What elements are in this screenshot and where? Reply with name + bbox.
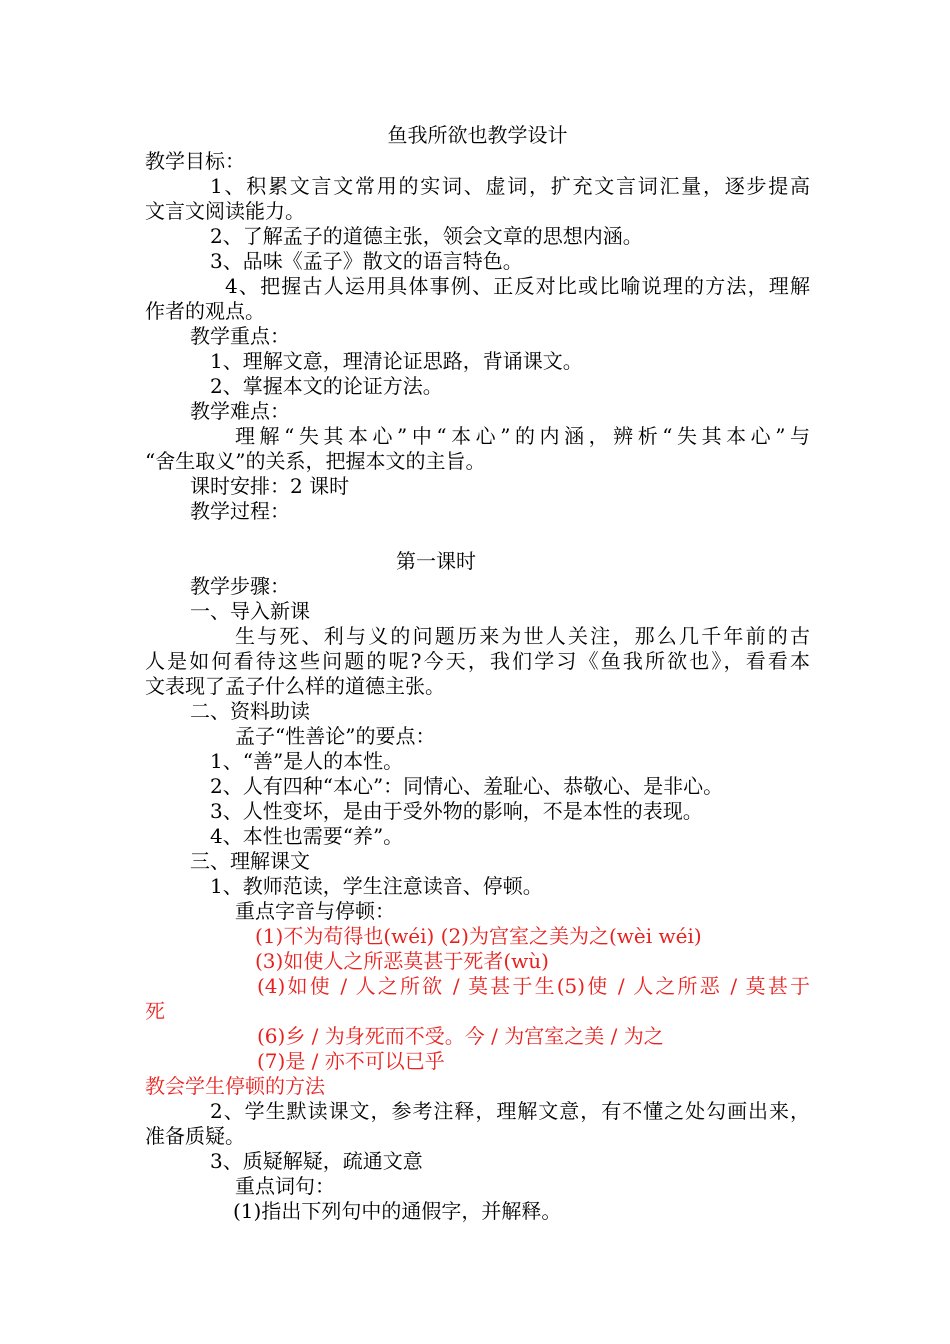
- step-3-item-2-line-2: 准备质疑。: [145, 1124, 245, 1148]
- step-2-intro: 孟子“性善论”的要点：: [235, 724, 436, 748]
- objective-1-line-2: 文言文阅读能力。: [145, 199, 305, 223]
- difficulty-line-1: 理解“失其本心”中“本心”的内涵，辨析“失其本心”与: [235, 424, 810, 448]
- document-title: 鱼我所欲也教学设计: [387, 123, 568, 147]
- step-1-line-2: 人是如何看待这些问题的呢?今天，我们学习《鱼我所欲也》，看看本: [145, 649, 810, 673]
- objectives-heading: 教学目标：: [145, 149, 245, 173]
- key-point-1: 1、理解文意，理清论证思路，背诵课文。: [210, 349, 583, 373]
- step-3-item-3-sub: 重点词句：: [235, 1174, 335, 1198]
- steps-heading: 教学步骤：: [190, 574, 290, 598]
- objective-3: 3、品味《孟子》散文的语言特色。: [210, 249, 523, 273]
- step-2-point-1: 1、“善”是人的本性。: [210, 749, 404, 773]
- step-1-line-1: 生与死、利与义的问题历来为世人关注，那么几千年前的古: [235, 624, 810, 648]
- step-3-question-1: (1)指出下列句中的通假字，并解释。: [233, 1199, 562, 1223]
- step-2-point-2: 2、人有四种“本心”：同情心、羞耻心、恭敬心、是非心。: [210, 774, 724, 798]
- step-2-heading: 二、资料助读: [190, 699, 310, 723]
- pause-note-3: (7)是 / 亦不可以已乎: [257, 1049, 445, 1073]
- lesson-heading: 第一课时: [396, 549, 476, 573]
- pause-note-2: (6)乡 / 为身死而不受。今 / 为宫室之美 / 为之: [257, 1024, 664, 1048]
- objective-4-line-1: 4、把握古人运用具体事例、正反对比或比喻说理的方法，理解: [225, 274, 810, 298]
- step-3-item-3: 3、质疑解疑，疏通文意: [210, 1149, 423, 1173]
- step-2-point-4: 4、本性也需要“养”。: [210, 824, 404, 848]
- difficulty-heading: 教学难点：: [190, 399, 290, 423]
- objective-4-line-2: 作者的观点。: [145, 299, 265, 323]
- teaching-tip: 教会学生停顿的方法: [145, 1074, 325, 1098]
- schedule: 课时安排：2 课时: [190, 474, 350, 498]
- step-1-heading: 一、导入新课: [190, 599, 310, 623]
- key-point-2: 2、掌握本文的论证方法。: [210, 374, 443, 398]
- key-points-heading: 教学重点：: [190, 324, 290, 348]
- step-3-item-2-line-1: 2、学生默读课文，参考注释，理解文意，有不懂之处勾画出来，: [210, 1099, 810, 1123]
- difficulty-line-2: “舍生取义”的关系，把握本文的主旨。: [145, 449, 486, 473]
- step-2-point-3: 3、人性变坏，是由于受外物的影响，不是本性的表现。: [210, 799, 703, 823]
- step-3-heading: 三、理解课文: [190, 849, 310, 873]
- step-3-item-1-sub: 重点字音与停顿：: [235, 899, 395, 923]
- pronunciation-note-1: (1)不为苟得也(wéi) (2)为宫室之美为之(wèi wéi): [255, 924, 702, 948]
- pause-note-1-line-2: 死: [145, 999, 165, 1023]
- objective-1-line-1: 1、积累文言文常用的实词、虚词，扩充文言词汇量，逐步提高: [210, 174, 810, 198]
- objective-2: 2、了解孟子的道德主张，领会文章的思想内涵。: [210, 224, 643, 248]
- step-1-line-3: 文表现了孟子什么样的道德主张。: [145, 674, 445, 698]
- step-3-item-1: 1、教师范读，学生注意读音、停顿。: [210, 874, 543, 898]
- pronunciation-note-2: (3)如使人之所恶莫甚于死者(wù): [255, 949, 549, 973]
- process-heading: 教学过程：: [190, 499, 290, 523]
- pause-note-1-line-1: (4)如使 / 人之所欲 / 莫甚于生(5)使 / 人之所恶 / 莫甚于: [257, 974, 810, 998]
